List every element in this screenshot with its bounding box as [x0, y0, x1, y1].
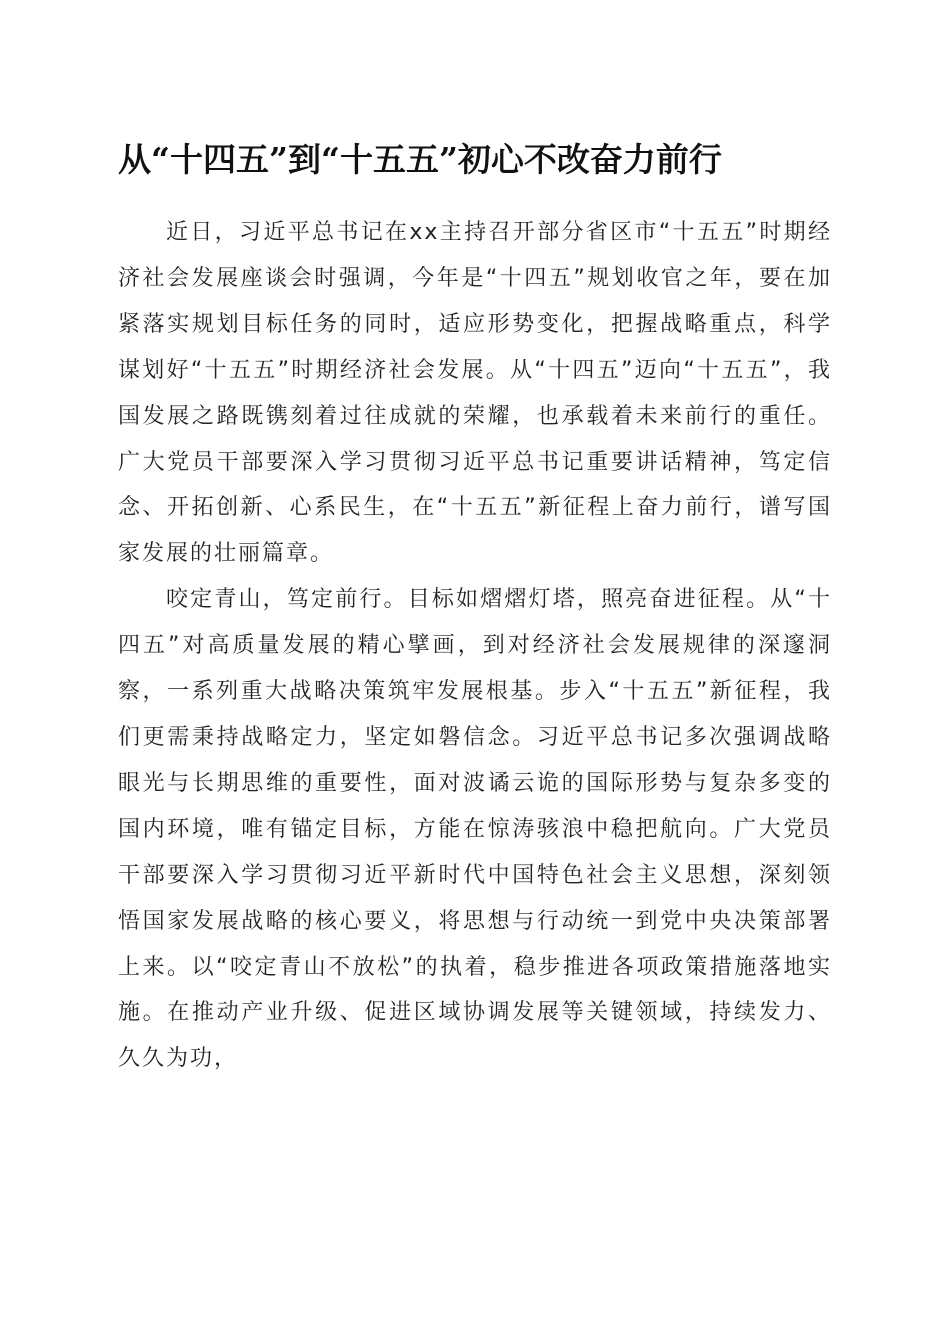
paragraph: 咬定青山，笃定前行。目标如熠熠灯塔，照亮奋进征程。从“十四五”对高质量发展的精心擘画，到对经济社会发展规律的深邃洞察，一系列重大战略决策筑牢发展根基。步入“十五五”新征程，我们更需秉持战略定力，坚定如磐信念。习近平总书记多次强调战略眼光与长期思维的重要性，面对波谲云诡的国际形势与复杂多变的国内环境，唯有锚定目标，方能在惊涛骇浪中稳把航向。广大党员干部要深入学习贯彻习近平新时代中国特色社会主义思想，深刻领悟国家发展战略的核心要义，将思想与行动统一到党中央决策部署上来。以“咬定青山不放松”的执着，稳步推进各项政策措施落地实施。在推动产业升级、促进区域协调发展等关键领域，持续发力、久久为功，	[118, 587, 832, 1072]
paragraph: 近日，习近平总书记在xx主持召开部分省区市“十五五”时期经济社会发展座谈会时强调，今年是“十四五”规划收官之年，要在加紧落实规划目标任务的同时，适应形势变化，把握战略重点，科学谋划好“十五五”时期经济社会发展。从“十四五”迈向“十五五”，我国发展之路既镌刻着过往成就的荣耀，也承载着未来前行的重任。广大党员干部要深入学习贯彻习近平总书记重要讲话精神，笃定信念、开拓创新、心系民生，在“十五五”新征程上奋力前行，谱写国家发展的壮丽篇章。	[118, 220, 832, 567]
document-body	[118, 210, 832, 1082]
document-title: 从“十四五”到“十五五”初心不改奋力前行	[118, 140, 722, 179]
